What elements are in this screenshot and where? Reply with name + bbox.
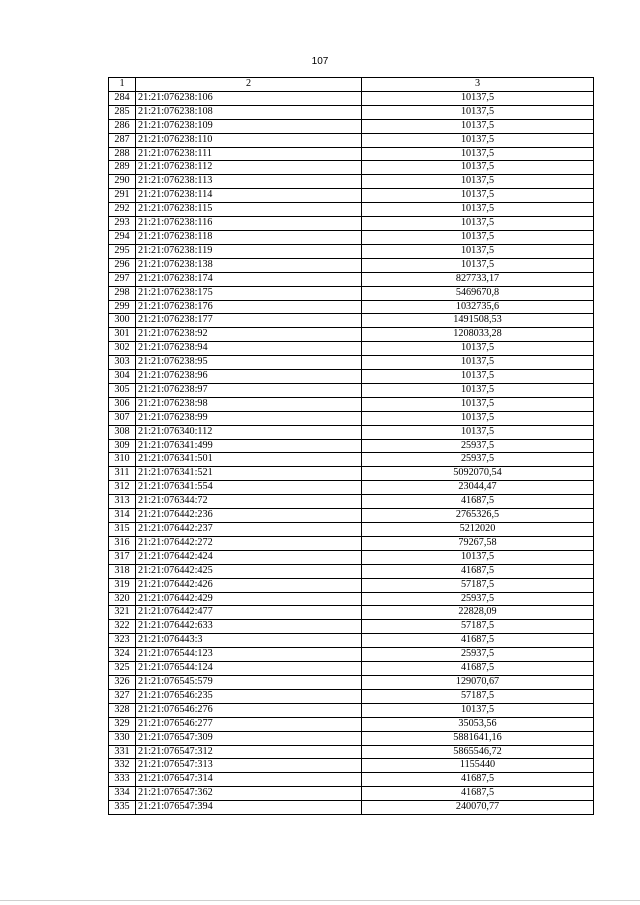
row-value: 22828,09 [362,606,594,620]
row-value: 10137,5 [362,244,594,258]
row-value: 827733,17 [362,272,594,286]
cadastral-number: 21:21:076238:176 [136,300,362,314]
cadastral-number: 21:21:076546:235 [136,689,362,703]
row-number: 323 [109,634,136,648]
row-value: 10137,5 [362,383,594,397]
row-number: 333 [109,773,136,787]
row-number: 311 [109,467,136,481]
table-row [109,509,594,523]
cadastral-number: 21:21:076238:115 [136,203,362,217]
row-number: 284 [109,91,136,105]
page-number: 107 [311,56,329,67]
cadastral-number: 21:21:076442:426 [136,578,362,592]
row-value: 5092070,54 [362,467,594,481]
cadastral-number: 21:21:076238:112 [136,161,362,175]
row-value: 41687,5 [362,662,594,676]
column-header: 3 [362,78,594,92]
cadastral-number: 21:21:076442:236 [136,509,362,523]
cadastral-number: 21:21:076341:521 [136,467,362,481]
table-row [109,342,594,356]
table-row [109,244,594,258]
row-number: 296 [109,258,136,272]
row-number: 300 [109,314,136,328]
row-number: 298 [109,286,136,300]
cadastral-number: 21:21:076547:313 [136,759,362,773]
row-value: 10137,5 [362,258,594,272]
row-value: 10137,5 [362,370,594,384]
row-number: 295 [109,244,136,258]
table-row [109,230,594,244]
row-number: 305 [109,383,136,397]
cadastral-number: 21:21:076238:113 [136,175,362,189]
row-number: 325 [109,662,136,676]
cadastral-number: 21:21:076443:3 [136,634,362,648]
table-row [109,467,594,481]
cadastral-number: 21:21:076238:109 [136,119,362,133]
cadastral-number: 21:21:076442:429 [136,592,362,606]
row-value: 10137,5 [362,342,594,356]
cadastral-number: 21:21:076238:111 [136,147,362,161]
table-row [109,787,594,801]
table-row [109,328,594,342]
table-row [109,425,594,439]
row-value: 41687,5 [362,634,594,648]
row-value: 10137,5 [362,550,594,564]
row-number: 331 [109,745,136,759]
cadastral-number: 21:21:076547:312 [136,745,362,759]
cadastral-number: 21:21:076238:174 [136,272,362,286]
cadastral-number: 21:21:076546:277 [136,717,362,731]
row-number: 322 [109,620,136,634]
row-number: 286 [109,119,136,133]
cadastral-number: 21:21:076341:554 [136,481,362,495]
row-number: 303 [109,356,136,370]
row-value: 129070,67 [362,675,594,689]
cadastral-number: 21:21:076545:579 [136,675,362,689]
row-number: 291 [109,189,136,203]
table-row [109,439,594,453]
table-row [109,634,594,648]
table-row [109,133,594,147]
column-header: 2 [136,78,362,92]
table-row [109,286,594,300]
cadastral-number: 21:21:076547:362 [136,787,362,801]
cadastral-number: 21:21:076546:276 [136,703,362,717]
row-value: 57187,5 [362,578,594,592]
table-row [109,272,594,286]
row-number: 309 [109,439,136,453]
table-row [109,217,594,231]
cadastral-number: 21:21:076238:119 [136,244,362,258]
row-number: 293 [109,217,136,231]
row-value: 5469670,8 [362,286,594,300]
row-number: 329 [109,717,136,731]
row-number: 289 [109,161,136,175]
row-value: 10137,5 [362,161,594,175]
row-value: 10137,5 [362,411,594,425]
table-row [109,606,594,620]
row-number: 334 [109,787,136,801]
row-value: 79267,58 [362,536,594,550]
row-value: 25937,5 [362,453,594,467]
cadastral-number: 21:21:076544:123 [136,648,362,662]
table-row [109,383,594,397]
table-row [109,258,594,272]
row-value: 57187,5 [362,620,594,634]
table-row [109,703,594,717]
table-row [109,161,594,175]
row-number: 312 [109,481,136,495]
row-value: 10137,5 [362,217,594,231]
row-value: 5881641,16 [362,731,594,745]
table-row [109,745,594,759]
row-value: 41687,5 [362,773,594,787]
row-value: 10137,5 [362,147,594,161]
cadastral-number: 21:21:076344:72 [136,495,362,509]
table-row [109,675,594,689]
table-row [109,689,594,703]
row-value: 10137,5 [362,230,594,244]
row-value: 41687,5 [362,787,594,801]
table-row [109,523,594,537]
row-number: 285 [109,105,136,119]
cadastral-number: 21:21:076238:110 [136,133,362,147]
row-number: 299 [109,300,136,314]
cadastral-number: 21:21:076544:124 [136,662,362,676]
table-row [109,453,594,467]
row-value: 10137,5 [362,397,594,411]
row-value: 10137,5 [362,133,594,147]
cadastral-number: 21:21:076238:106 [136,91,362,105]
cadastral-number: 21:21:076238:177 [136,314,362,328]
cadastral-number: 21:21:076442:633 [136,620,362,634]
cadastral-number: 21:21:076442:237 [136,523,362,537]
cadastral-number: 21:21:076442:424 [136,550,362,564]
cadastral-number: 21:21:076238:118 [136,230,362,244]
row-value: 10137,5 [362,356,594,370]
row-number: 327 [109,689,136,703]
cadastral-number: 21:21:076238:99 [136,411,362,425]
row-number: 288 [109,147,136,161]
row-number: 308 [109,425,136,439]
row-number: 316 [109,536,136,550]
cadastral-number: 21:21:076238:98 [136,397,362,411]
table-row [109,411,594,425]
table-row [109,773,594,787]
row-value: 25937,5 [362,592,594,606]
table-row [109,91,594,105]
row-number: 335 [109,801,136,815]
row-number: 313 [109,495,136,509]
row-number: 326 [109,675,136,689]
row-number: 310 [109,453,136,467]
table-row [109,495,594,509]
cadastral-number: 21:21:076547:314 [136,773,362,787]
column-header: 1 [109,78,136,92]
row-value: 2765326,5 [362,509,594,523]
cadastral-number: 21:21:076238:92 [136,328,362,342]
row-value: 10137,5 [362,425,594,439]
row-number: 315 [109,523,136,537]
table-row [109,801,594,815]
table-row [109,356,594,370]
row-number: 321 [109,606,136,620]
cadastral-number: 21:21:076238:138 [136,258,362,272]
table-row [109,564,594,578]
row-number: 317 [109,550,136,564]
row-value: 1155440 [362,759,594,773]
row-value: 23044,47 [362,481,594,495]
row-number: 301 [109,328,136,342]
cadastral-number: 21:21:076238:95 [136,356,362,370]
table-row [109,620,594,634]
row-value: 10137,5 [362,91,594,105]
table-row [109,662,594,676]
cadastral-number: 21:21:076238:108 [136,105,362,119]
row-number: 306 [109,397,136,411]
cadastral-number: 21:21:076238:175 [136,286,362,300]
row-number: 292 [109,203,136,217]
row-value: 41687,5 [362,564,594,578]
row-number: 290 [109,175,136,189]
table-row [109,550,594,564]
row-value: 57187,5 [362,689,594,703]
row-value: 1032735,6 [362,300,594,314]
row-value: 41687,5 [362,495,594,509]
table-row [109,592,594,606]
table-row [109,481,594,495]
row-value: 5865546,72 [362,745,594,759]
table-row [109,731,594,745]
row-number: 297 [109,272,136,286]
row-number: 304 [109,370,136,384]
row-value: 10137,5 [362,189,594,203]
row-value: 1491508,53 [362,314,594,328]
cadastral-number: 21:21:076238:96 [136,370,362,384]
cadastral-number: 21:21:076442:272 [136,536,362,550]
cadastral-number: 21:21:076547:394 [136,801,362,815]
cadastral-number: 21:21:076340:112 [136,425,362,439]
table-header-row [109,78,594,92]
row-number: 319 [109,578,136,592]
cadastral-number: 21:21:076341:499 [136,439,362,453]
row-value: 10137,5 [362,203,594,217]
row-value: 5212020 [362,523,594,537]
cadastral-number: 21:21:076238:116 [136,217,362,231]
table-row [109,189,594,203]
table-row [109,717,594,731]
table-row [109,370,594,384]
row-value: 10137,5 [362,105,594,119]
row-number: 332 [109,759,136,773]
row-number: 324 [109,648,136,662]
table-row [109,175,594,189]
page-edge-divider [0,900,640,901]
table-row [109,203,594,217]
cadastral-number: 21:21:076238:97 [136,383,362,397]
data-table [108,77,594,815]
row-number: 287 [109,133,136,147]
table-row [109,300,594,314]
cadastral-number: 21:21:076238:114 [136,189,362,203]
row-number: 320 [109,592,136,606]
row-value: 10137,5 [362,119,594,133]
cadastral-number: 21:21:076341:501 [136,453,362,467]
row-number: 330 [109,731,136,745]
row-number: 307 [109,411,136,425]
row-number: 294 [109,230,136,244]
row-number: 314 [109,509,136,523]
table-row [109,536,594,550]
row-number: 328 [109,703,136,717]
row-value: 10137,5 [362,175,594,189]
cadastral-number: 21:21:076238:94 [136,342,362,356]
table-row [109,147,594,161]
table-row [109,759,594,773]
row-value: 25937,5 [362,439,594,453]
row-number: 302 [109,342,136,356]
row-value: 1208033,28 [362,328,594,342]
row-number: 318 [109,564,136,578]
table-row [109,397,594,411]
cadastral-number: 21:21:076442:425 [136,564,362,578]
table-row [109,105,594,119]
table-row [109,578,594,592]
table-row [109,648,594,662]
row-value: 10137,5 [362,703,594,717]
cadastral-number: 21:21:076442:477 [136,606,362,620]
row-value: 25937,5 [362,648,594,662]
table-row [109,119,594,133]
cadastral-number: 21:21:076547:309 [136,731,362,745]
table-row [109,314,594,328]
table-body [109,78,594,815]
row-value: 35053,56 [362,717,594,731]
row-value: 240070,77 [362,801,594,815]
